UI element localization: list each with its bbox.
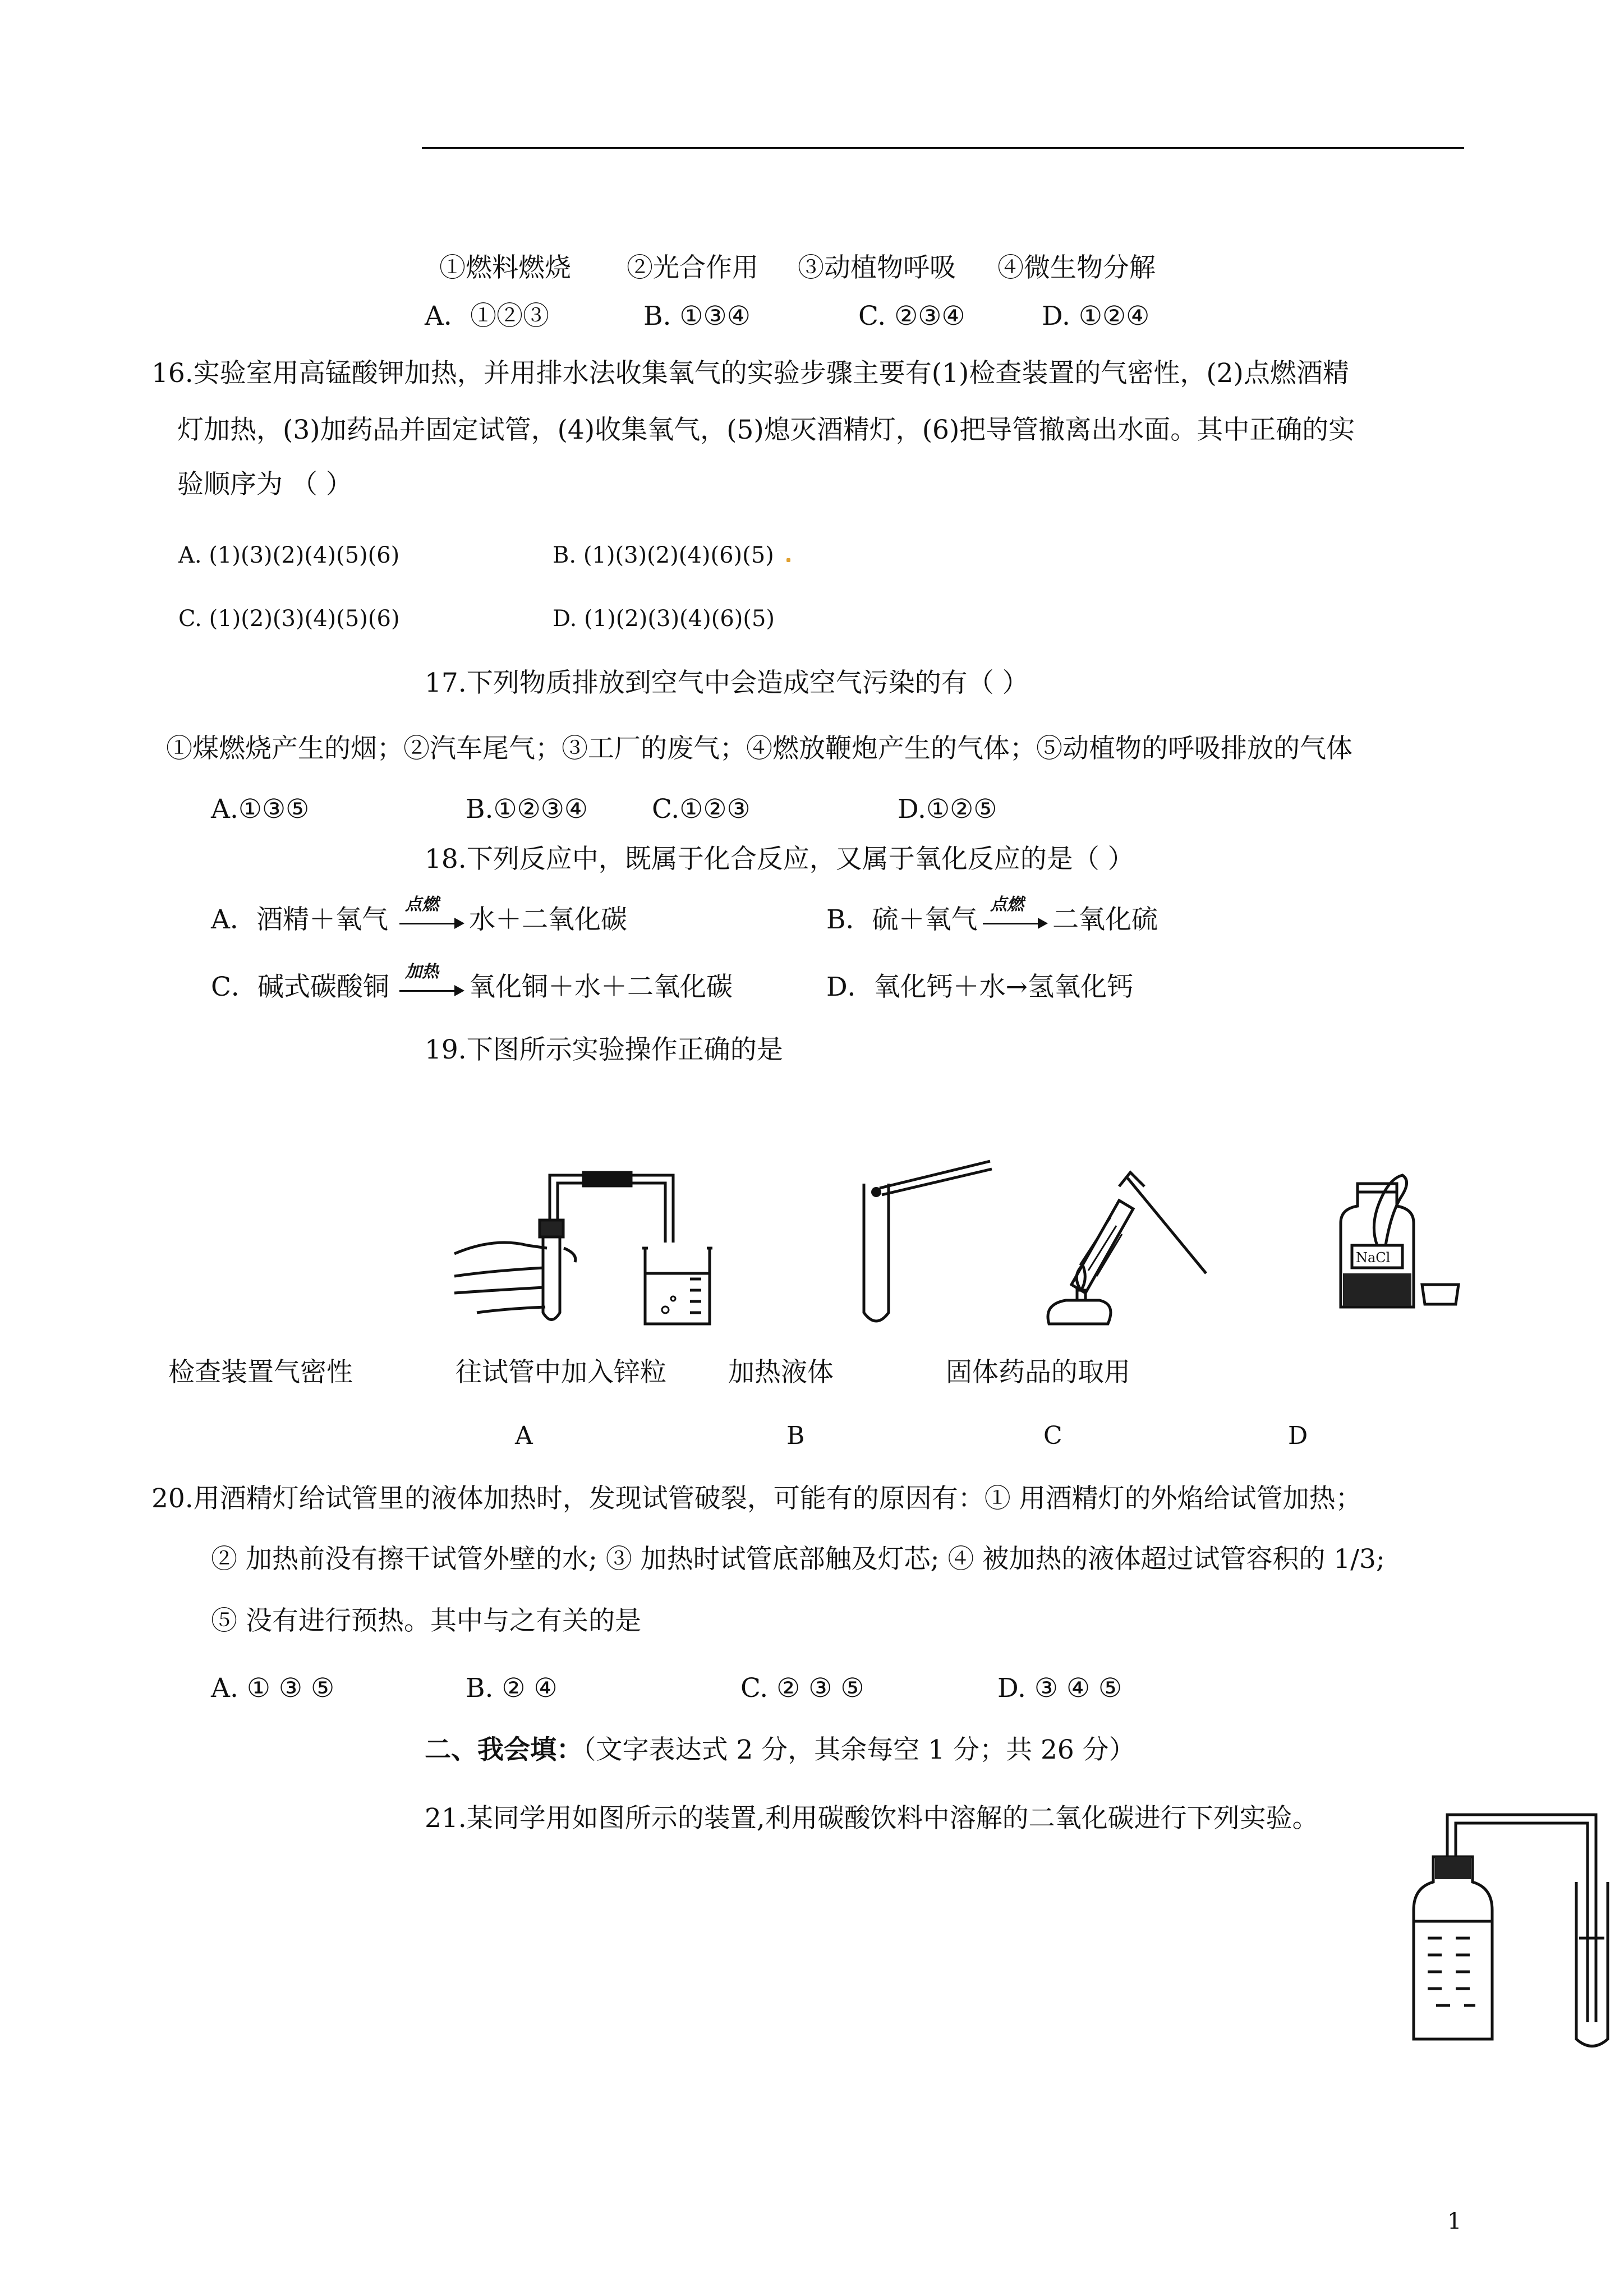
reaction-condition: 点燃 — [990, 895, 1024, 914]
q17-stem: 17.下列物质排放到空气中会造成空气污染的有（ ） — [425, 668, 1029, 698]
q20-option-d: D. ③ ④ ⑤ — [997, 1673, 1122, 1704]
nacl-label: NaCl — [1356, 1250, 1391, 1266]
q18-option-c-right: 氧化铜＋水＋二氧化碳 — [469, 972, 733, 1002]
q15-option-d: D. ①②④ — [1042, 301, 1150, 332]
q16-option-b: B. (1)(3)(2)(4)(6)(5) — [553, 542, 774, 568]
reaction-arrow — [983, 923, 1046, 924]
q15-option-a: A．①②③ — [425, 301, 549, 332]
q18-option-d: D．氧化钙＋水→氢氧化钙 — [826, 972, 1134, 1002]
q18-option-b-right: 二氧化硫 — [1052, 904, 1158, 935]
section-title: 二、我会填： — [425, 1734, 583, 1765]
q18-option-a-right: 水＋二氧化碳 — [469, 904, 627, 935]
q19-letter-a: A — [515, 1421, 533, 1450]
figure-airtightness-check — [443, 1164, 724, 1332]
q20-option-c: C. ② ③ ⑤ — [740, 1673, 864, 1704]
q18-option-b-left: B．硫＋氧气 — [826, 904, 978, 935]
q19-caption-c: 加热液体 — [728, 1357, 834, 1388]
q16-option-d: D. (1)(2)(3)(4)(6)(5) — [553, 606, 775, 632]
q20-stem-line: 20.用酒精灯给试管里的液体加热时，发现试管破裂，可能有的原因有：① 用酒精灯的外焰给试管加热； — [151, 1483, 1362, 1514]
q15-item: ③动植物呼吸 — [798, 252, 956, 283]
q19-caption-a: 检查装置气密性 — [168, 1357, 353, 1388]
q16-stem-line: 验顺序为 （ ） — [177, 469, 352, 500]
q16-stem-line: 16.实验室用高锰酸钾加热，并用排水法收集氧气的实验步骤主要有(1)检查装置的气密性，(2)点燃酒精 — [151, 358, 1349, 389]
page-number: 1 — [1447, 2208, 1462, 2234]
q20-option-b: B. ② ④ — [466, 1673, 558, 1704]
q18-option-a-left: A．酒精＋氧气 — [211, 904, 388, 935]
q15-option-c: C. ②③④ — [858, 301, 965, 332]
q17-option-a: A.①③⑤ — [211, 794, 310, 825]
q19-letter-c: C — [1043, 1421, 1062, 1450]
q20-option-a: A. ① ③ ⑤ — [211, 1673, 335, 1704]
figure-solid-reagent — [1329, 1161, 1475, 1318]
q18-stem: 18.下列反应中，既属于化合反应，又属于氧化反应的是（ ） — [425, 844, 1134, 875]
q15-item: ④微生物分解 — [997, 252, 1156, 283]
q19-caption-b: 往试管中加入锌粒 — [456, 1357, 666, 1388]
q20-stem-line: ② 加热前没有擦干试管外壁的水; ③ 加热时试管底部触及灯芯; ④ 被加热的液体超过试管容积的 1/3; — [211, 1544, 1385, 1575]
reaction-condition: 加热 — [405, 962, 439, 982]
stray-mark — [786, 558, 790, 562]
q21-stem: 21.某同学用如图所示的装置,利用碳酸饮料中溶解的二氧化碳进行下列实验。 — [425, 1803, 1319, 1834]
reaction-arrow — [399, 990, 462, 992]
header-rule — [422, 147, 1464, 149]
q19-letter-b: B — [786, 1421, 805, 1450]
q15-option-b: B. ①③④ — [643, 301, 751, 332]
q17-option-b: B.①②③④ — [466, 794, 588, 825]
q20-stem-line: ⑤ 没有进行预热。其中与之有关的是 — [211, 1605, 641, 1636]
q18-option-c-left: C．碱式碳酸铜 — [211, 972, 389, 1002]
q15-item: ①燃料燃烧 — [439, 252, 571, 283]
section-note: （文字表达式 2 分，其余每空 1 分；共 26 分） — [583, 1734, 1135, 1765]
reaction-arrow — [399, 923, 462, 924]
reaction-condition: 点燃 — [405, 895, 439, 914]
figure-heating-liquid — [1032, 1156, 1223, 1335]
figure-add-zinc — [853, 1156, 999, 1329]
q19-caption-d: 固体药品的取用 — [946, 1357, 1130, 1388]
q16-option-c: C. (1)(2)(3)(4)(5)(6) — [178, 606, 400, 632]
q15-item: ②光合作用 — [627, 252, 758, 283]
q17-option-c: C.①②③ — [652, 794, 751, 825]
q16-stem-line: 灯加热，(3)加药品并固定试管，(4)收集氧气，(5)熄灭酒精灯，(6)把导管撤离出水面。其中正确的实 — [177, 415, 1355, 445]
q17-option-d: D.①②⑤ — [898, 794, 997, 825]
section-heading — [425, 1733, 1135, 1767]
figure-co2-apparatus — [1402, 1803, 1616, 2050]
q16-option-a: A. (1)(3)(2)(4)(5)(6) — [178, 542, 400, 568]
q19-stem: 19.下图所示实验操作正确的是 — [425, 1034, 783, 1065]
q17-items: ①煤燃烧产生的烟；②汽车尾气；③工厂的废气；④燃放鞭炮产生的气体；⑤动植物的呼吸排放的气体 — [166, 733, 1352, 764]
q19-letter-d: D — [1288, 1421, 1308, 1450]
